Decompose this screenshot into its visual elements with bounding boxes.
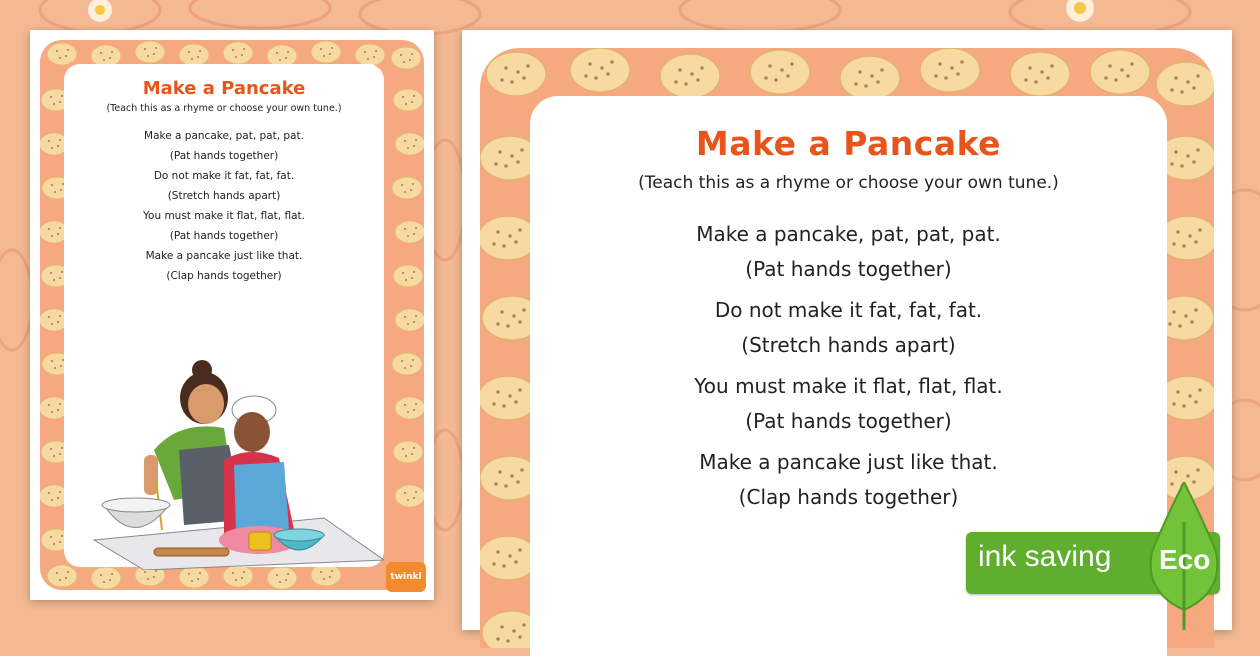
rhyme-action: (Clap hands together) — [738, 484, 959, 509]
rhyme-line: Make a pancake, pat, pat, pat. — [696, 222, 1001, 246]
poster-title: Make a Pancake — [695, 124, 1002, 163]
rhyme-line: Make a pancake, pat, pat, pat. — [144, 130, 304, 142]
eco-label: Eco — [1159, 544, 1211, 575]
ink-saving-eco-badge[interactable] — [966, 482, 1260, 630]
rhyme-line: Make a pancake just like that. — [145, 250, 303, 262]
thumbnail-rhyme — [64, 126, 384, 286]
cooking-kids-illustration — [84, 340, 384, 570]
rhyme-line: You must make it flat, flat, flat. — [143, 210, 305, 222]
poster-subtitle: (Teach this as a rhyme or choose your own tune.) — [638, 173, 1059, 193]
rhyme-action: (Stretch hands apart) — [167, 190, 281, 202]
rhyme-line: Do not make it fat, fat, fat. — [714, 298, 983, 322]
thumbnail-sheet[interactable] — [30, 30, 434, 600]
rhyme-action: (Pat hands together) — [169, 230, 279, 242]
rhyme-action: (Stretch hands apart) — [741, 332, 956, 357]
thumbnail-subtitle: (Teach this as a rhyme or choose your own tune.) — [106, 103, 342, 114]
twinkl-logo: twinkl — [386, 562, 426, 592]
rhyme-action: (Pat hands together) — [745, 256, 952, 281]
rhyme-line: You must make it flat, flat, flat. — [694, 374, 1003, 398]
rhyme-line: Make a pancake just like that. — [699, 450, 998, 474]
rhyme-action: (Pat hands together) — [745, 408, 952, 433]
rhyme-line: Do not make it fat, fat, fat. — [153, 170, 295, 182]
rhyme-action: (Clap hands together) — [166, 270, 282, 282]
thumbnail-title: Make a Pancake — [142, 78, 306, 99]
poster-rhyme — [530, 217, 1167, 514]
ink-saving-label: ink saving — [978, 540, 1112, 573]
rhyme-action: (Pat hands together) — [169, 150, 279, 162]
